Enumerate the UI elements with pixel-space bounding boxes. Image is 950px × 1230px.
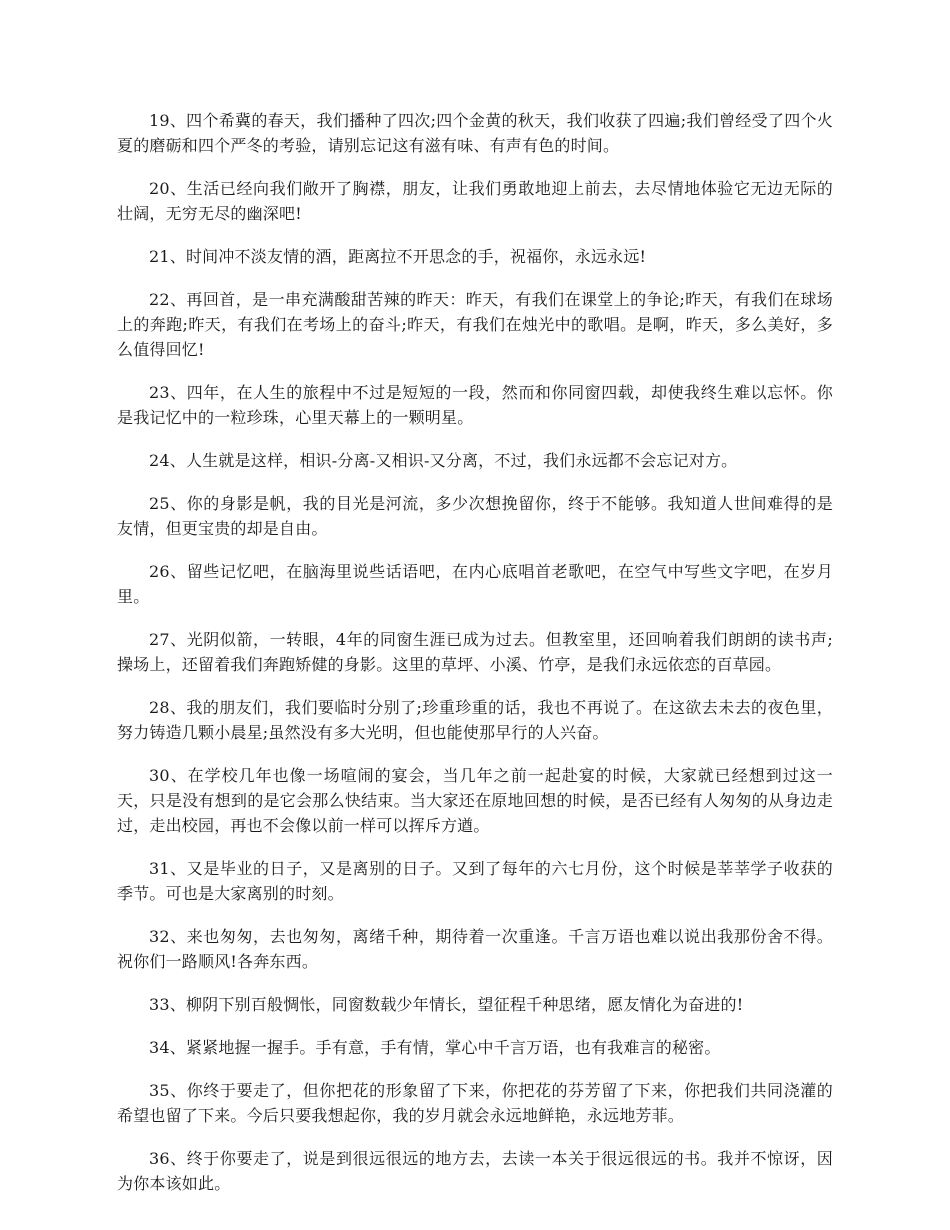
paragraph-24: 24、人生就是这样，相识-分离-又相识-又分离，不过，我们永远都不会忘记对方。 <box>149 451 738 470</box>
paragraph-33: 33、柳阴下别百般惆怅，同窗数载少年情长，望征程千种思绪，愿友情化为奋进的! <box>149 995 744 1014</box>
paragraph-30: 30、在学校几年也像一场喧闹的宴会，当几年之前一起赴宴的时候，大家就已经想到过这一天，只是没有想到的是它会那么快结束。当大家还在原地回想的时候，是否已经有人匆匆的从身边走过，走出校园，再也不会像以前一样可以挥斥方遒。 <box>117 766 833 835</box>
paragraph-22: 22、再回首，是一串充满酸甜苦辣的昨天：昨天，有我们在课堂上的争论;昨天，有我们在球场上的奔跑;昨天，有我们在考场上的奋斗;昨天，有我们在烛光中的歌唱。是啊，昨天，多么美好，多么值得回忆! <box>117 290 833 359</box>
paragraph-34: 34、紧紧地握一握手。手有意，手有情，掌心中千言万语，也有我难言的秘密。 <box>149 1038 721 1057</box>
paragraph-31: 31、又是毕业的日子，又是离别的日子。又到了每年的六七月份，这个时候是莘莘学子收获的季节。可也是大家离别的时刻。 <box>117 859 833 903</box>
paragraph-27: 27、光阴似箭，一转眼，4年的同窗生涯已成为过去。但教室里，还回响着我们朗朗的读书声;操场上，还留着我们奔跑矫健的身影。这里的草坪、小溪、竹亭，是我们永远依恋的百草园。 <box>117 630 833 674</box>
paragraph-32: 32、来也匆匆，去也匆匆，离绪千种，期待着一次重逢。千言万语也难以说出我那份舍不得。祝你们一路顺风!各奔东西。 <box>117 927 833 971</box>
paragraph-26: 26、留些记忆吧，在脑海里说些话语吧，在内心底唱首老歌吧，在空气中写些文字吧，在岁月里。 <box>117 562 833 606</box>
paragraph-19: 19、四个希冀的春天，我们播种了四次;四个金黄的秋天，我们收获了四遍;我们曾经受了四个火夏的磨砺和四个严冬的考验，请别忘记这有滋有味、有声有色的时间。 <box>117 111 833 155</box>
paragraph-36: 36、终于你要走了，说是到很远很远的地方去，去读一本关于很远很远的书。我并不惊讶，因为你本该如此。 <box>117 1149 833 1193</box>
paragraph-23: 23、四年，在人生的旅程中不过是短短的一段，然而和你同窗四载，却使我终生难以忘怀。你是我记忆中的一粒珍珠，心里天幕上的一颗明星。 <box>117 383 833 427</box>
paragraph-25: 25、你的身影是帆，我的目光是河流，多少次想挽留你，终于不能够。我知道人世间难得的是友情，但更宝贵的却是自由。 <box>117 494 833 538</box>
paragraph-28: 28、我的朋友们，我们要临时分别了;珍重珍重的话，我也不再说了。在这欲去未去的夜色里，努力铸造几颗小晨星;虽然没有多大光明，但也能使那早行的人兴奋。 <box>117 698 833 742</box>
paragraph-20: 20、生活已经向我们敞开了胸襟，朋友，让我们勇敢地迎上前去，去尽情地体验它无边无际的壮阔，无穷无尽的幽深吧! <box>117 179 833 223</box>
paragraph-21: 21、时间冲不淡友情的酒，距离拉不开思念的手，祝福你，永远永远! <box>149 247 647 266</box>
paragraph-35: 35、你终于要走了，但你把花的形象留了下来，你把花的芬芳留了下来，你把我们共同浇灌的希望也留了下来。今后只要我想起你，我的岁月就会永远地鲜艳，永远地芳菲。 <box>117 1081 833 1125</box>
document-page <box>117 108 833 1214</box>
